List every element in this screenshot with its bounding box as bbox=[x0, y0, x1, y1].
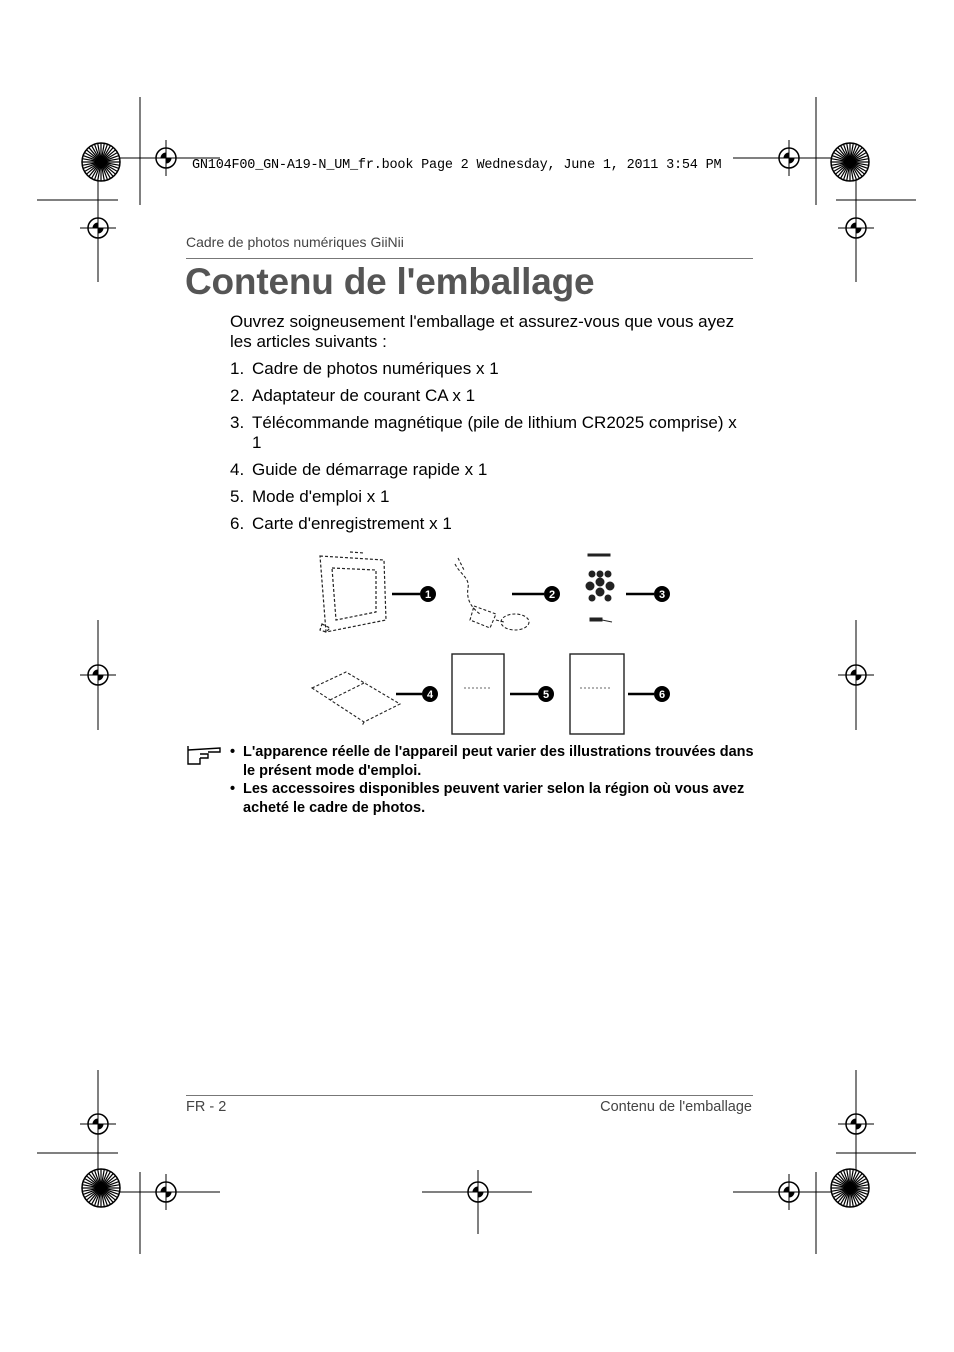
bullet: • bbox=[230, 781, 236, 797]
callout-number: 6 bbox=[658, 689, 666, 701]
item-text: Guide de démarrage rapide x 1 bbox=[252, 460, 488, 479]
list-item bbox=[230, 386, 750, 406]
slug-line: GN104F00_GN-A19-N_UM_fr.book Page 2 Wednesday, June 1, 2011 3:54 PM bbox=[192, 158, 722, 173]
item-number: 2. bbox=[230, 386, 245, 405]
callout-number: 2 bbox=[548, 589, 556, 601]
callout-number: 3 bbox=[658, 589, 666, 601]
registration-card-drawing bbox=[570, 654, 624, 734]
item-text: Cadre de photos numériques x 1 bbox=[252, 359, 499, 378]
callout-2 bbox=[512, 586, 560, 602]
quick-start-guide-drawing bbox=[312, 672, 400, 726]
color-wheel-icon bbox=[82, 143, 120, 181]
item-number: 5. bbox=[230, 487, 245, 506]
note-text: L'apparence réelle de l'appareil peut varier des illustrations trouvées dans le présent mode d'emploi. bbox=[243, 744, 754, 779]
color-wheel-icon bbox=[82, 1169, 120, 1207]
callout-number: 5 bbox=[542, 689, 550, 701]
list-item bbox=[230, 487, 750, 507]
note-text: Les accessoires disponibles peuvent varier selon la région où vous avez acheté le cadre de photos. bbox=[243, 781, 745, 816]
item-text: Adaptateur de courant CA x 1 bbox=[252, 386, 476, 405]
callout-5 bbox=[510, 686, 554, 702]
color-wheel-icon bbox=[831, 1169, 869, 1207]
footer-section-title: Contenu de l'emballage bbox=[600, 1099, 752, 1115]
callout-3 bbox=[626, 586, 670, 602]
photo-frame-drawing bbox=[320, 552, 386, 632]
remote-control-drawing bbox=[586, 554, 614, 622]
item-text: Carte d'enregistrement x 1 bbox=[252, 514, 452, 533]
bullet: • bbox=[230, 744, 236, 760]
note-item bbox=[230, 780, 760, 817]
item-number: 1. bbox=[230, 359, 245, 378]
item-number: 6. bbox=[230, 514, 245, 533]
intro-paragraph: Ouvrez soigneusement l'emballage et assurez-vous que vous ayez les articles suivants : bbox=[230, 312, 735, 351]
callout-6 bbox=[628, 686, 670, 702]
item-number: 4. bbox=[230, 460, 245, 479]
item-number: 3. bbox=[230, 413, 245, 432]
list-item bbox=[230, 514, 750, 534]
callout-number: 4 bbox=[426, 689, 434, 701]
package-contents-list bbox=[230, 359, 750, 541]
item-text: Télécommande magnétique (pile de lithium CR2025 comprise) x 1 bbox=[252, 413, 737, 452]
color-wheel-icon bbox=[831, 143, 869, 181]
notes-list bbox=[230, 743, 760, 817]
package-contents-illustration bbox=[300, 548, 680, 738]
footer-rule bbox=[186, 1095, 753, 1096]
item-text: Mode d'emploi x 1 bbox=[252, 487, 390, 506]
page-title: Contenu de l'emballage bbox=[185, 261, 595, 302]
callout-4 bbox=[396, 686, 438, 702]
callout-1 bbox=[392, 586, 436, 602]
callout-group bbox=[392, 586, 670, 702]
list-item bbox=[230, 460, 750, 480]
note-item bbox=[230, 743, 760, 780]
user-manual-drawing bbox=[452, 654, 504, 734]
list-item bbox=[230, 359, 750, 379]
header-rule bbox=[186, 258, 753, 259]
footer-page-number: FR - 2 bbox=[186, 1099, 227, 1115]
callout-number: 1 bbox=[424, 589, 432, 601]
list-item bbox=[230, 413, 750, 453]
note-hand-icon bbox=[186, 744, 224, 766]
running-header: Cadre de photos numériques GiiNii bbox=[186, 234, 404, 250]
